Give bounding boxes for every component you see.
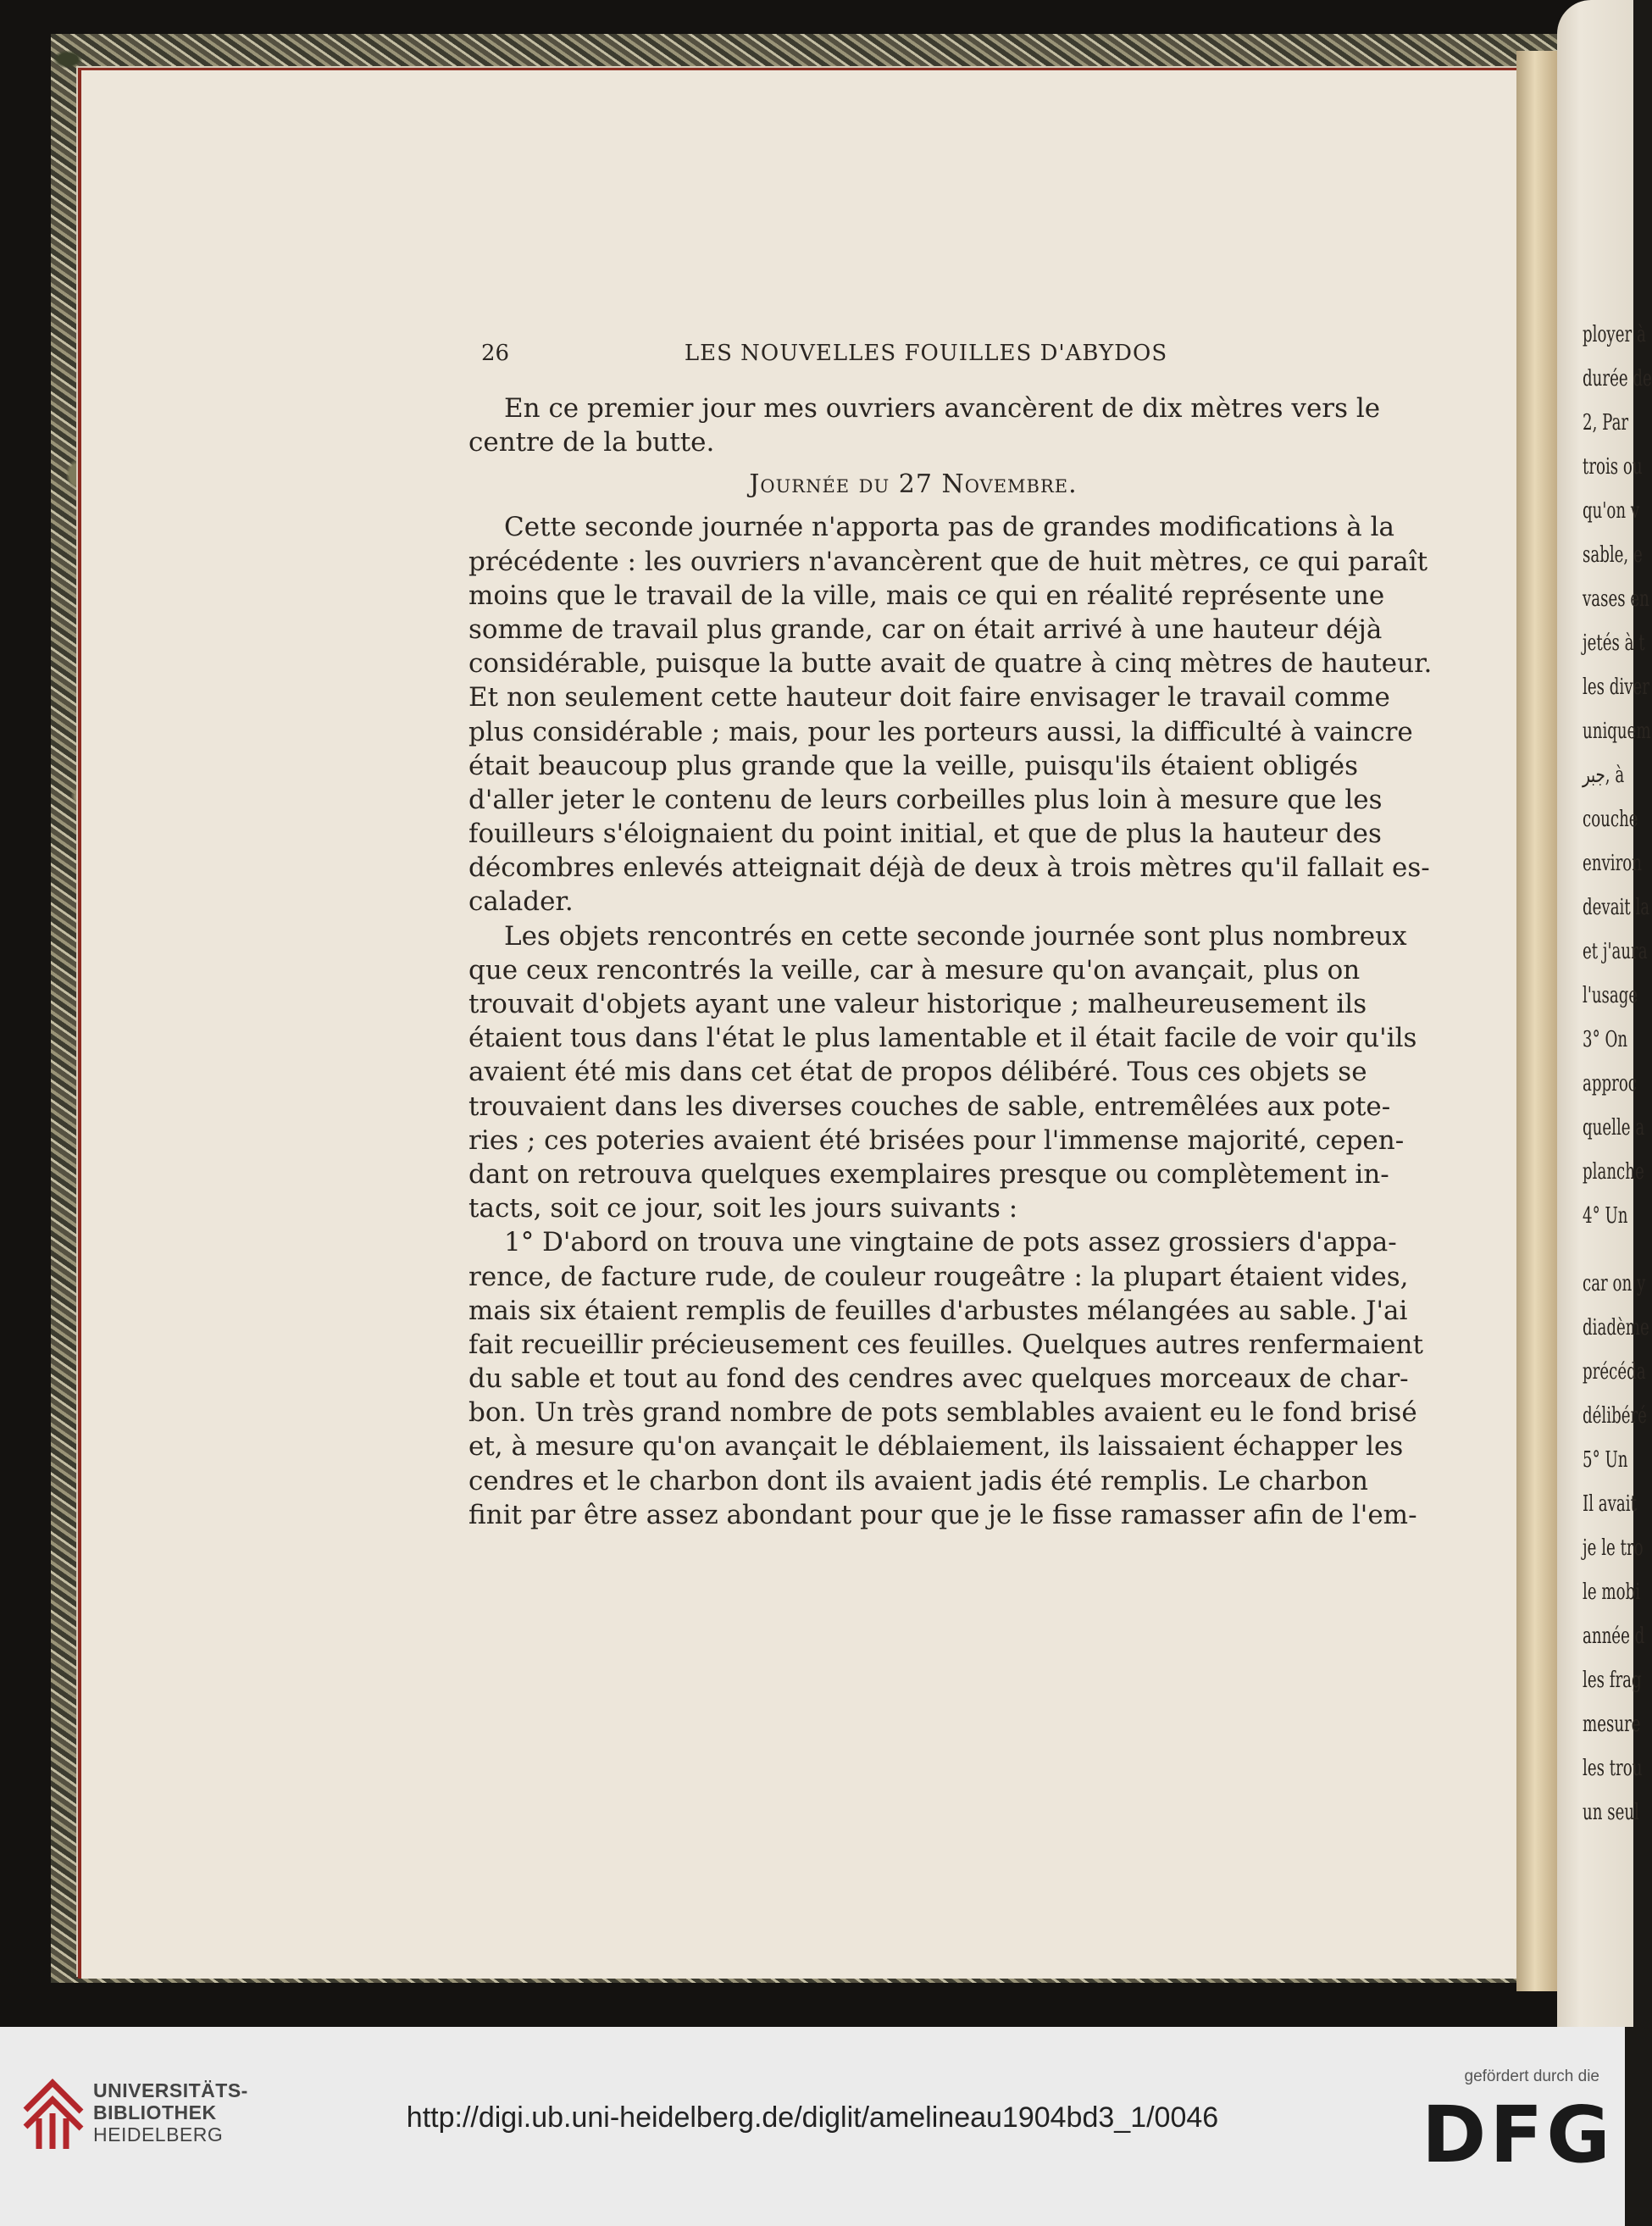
next-page-text-fragment: planche	[1583, 1159, 1644, 1185]
next-page-text-fragment: qu'on v	[1583, 498, 1640, 524]
text-line: était beaucoup plus grande que la veille, puisqu'ils étaient obligés	[468, 750, 1358, 781]
paragraph	[468, 919, 1417, 1226]
next-page-text-fragment: sable, e	[1583, 542, 1643, 568]
next-page-text-fragment: les frag	[1583, 1668, 1642, 1693]
page-number: 26	[481, 341, 510, 366]
next-page-text-fragment: جبر, à	[1583, 763, 1625, 788]
next-page-text-fragment: 3° On	[1583, 1027, 1628, 1052]
next-page-edge	[1557, 0, 1652, 2027]
text-line: décombres enlevés atteignait déjà de deux à trois mètres qu'il fallait es-	[468, 852, 1430, 884]
dfg-logo[interactable]: DFG	[1422, 2090, 1614, 2180]
text-line: cendres et le charbon dont ils avaient jadis été remplis. Le charbon	[468, 1465, 1368, 1496]
next-page-text-fragment: année d	[1583, 1624, 1645, 1649]
next-page-text-fragment: je le tro	[1583, 1535, 1644, 1561]
text-line: finit par être assez abondant pour que je le fisse ramasser afin de l'em-	[468, 1499, 1417, 1530]
text-line: précédente : les ouvriers n'avancèrent que de huit mètres, ce qui paraît	[468, 546, 1428, 577]
next-page-text-fragment: délibéré	[1583, 1403, 1647, 1429]
next-page-text-fragment: 4° Un	[1583, 1203, 1628, 1229]
next-page-text-fragment: l'usage	[1583, 983, 1638, 1008]
next-page-text-fragment: devait la	[1583, 895, 1650, 920]
next-page-text-fragment: environ	[1583, 851, 1642, 876]
page-header	[481, 341, 1371, 375]
next-page-text-fragment: couche	[1583, 807, 1638, 832]
text-line: plus considérable ; mais, pour les porteurs aussi, la difficulté à vaincre	[468, 716, 1413, 747]
text-line: fouilleurs s'éloignaient du point initial, et que de plus la hauteur des	[468, 819, 1382, 850]
next-page-text-fragment: mesure	[1583, 1712, 1641, 1737]
next-page-text-fragment: diadème	[1583, 1315, 1649, 1341]
next-page-text-fragment: un seul	[1583, 1800, 1639, 1825]
next-page-text-fragment: durée de	[1583, 366, 1652, 391]
text-line: moins que le travail de la ville, mais ce qui en réalité représente une	[468, 580, 1385, 611]
library-name: UNIVERSITÄTS- BIBLIOTHEK HEIDELBERG	[93, 2079, 248, 2146]
next-page-text-fragment: car on y	[1583, 1271, 1646, 1296]
paragraph	[468, 1225, 1423, 1532]
text-line: et, à mesure qu'on avançait le déblaiement, ils laissaient échapper les	[468, 1431, 1404, 1463]
text-line: trouvait d'objets ayant une valeur historique ; malheureusement ils	[468, 989, 1367, 1019]
next-page-text-fragment: uniquem	[1583, 719, 1651, 744]
next-page-text-fragment: 2, Par	[1583, 410, 1629, 436]
text-line: d'aller jeter le contenu de leurs corbeilles plus loin à mesure que les	[468, 784, 1383, 815]
book-spine	[1516, 51, 1557, 1991]
text-line: bon. Un très grand nombre de pots semblables avaient eu le fond brisé	[468, 1397, 1417, 1429]
text-line: somme de travail plus grande, car on était arrivé à une hauteur déjà	[468, 613, 1383, 645]
section-heading: Journée du 27 Novembre.	[749, 469, 1078, 500]
text-line: Et non seulement cette hauteur doit faire envisager le travail comme	[468, 682, 1390, 713]
text-line: mais six étaient remplis de feuilles d'arbustes mélangées au sable. J'ai	[468, 1295, 1408, 1326]
next-page-text-fragment: précéda	[1583, 1359, 1646, 1385]
footer-bar	[0, 2027, 1625, 2226]
next-page-text-fragment: Il avait	[1583, 1491, 1637, 1517]
text-line: considérable, puisque la butte avait de quatre à cinq mètres de hauteur.	[468, 648, 1433, 680]
text-line: calader.	[468, 886, 574, 918]
next-page-text-fragment: approc	[1583, 1071, 1638, 1096]
running-head: LES NOUVELLES FOUILLES D'ABYDOS	[684, 341, 1168, 366]
text-line: rence, de facture rude, de couleur rougeâtre : la plupart étaient vides,	[468, 1261, 1409, 1292]
next-page-text-fragment: et j'aura	[1583, 939, 1648, 964]
paragraph	[468, 510, 1433, 919]
text-line: fait recueillir précieusement ces feuilles. Quelques autres renfermaient	[468, 1329, 1423, 1360]
text-line: En ce premier jour mes ouvriers avancèrent de dix mètres vers le	[504, 393, 1381, 424]
text-line: trouvaient dans les diverses couches de sable, entremêlées aux pote-	[468, 1091, 1391, 1122]
next-page-text-fragment: les diver	[1583, 674, 1649, 700]
text-line: ries ; ces poteries avaient été brisées pour l'immense majorité, cepen-	[468, 1124, 1405, 1156]
text-line: que ceux rencontrés la veille, car à mesure qu'on avançait, plus on	[468, 954, 1361, 985]
text-line: centre de la butte.	[468, 427, 715, 458]
text-line: Cette seconde journée n'apporta pas de grandes modifications à la	[504, 512, 1395, 543]
next-page-text-fragment: le mobi	[1583, 1579, 1641, 1605]
text-line: du sable et tout au fond des cendres avec quelques morceaux de char-	[468, 1363, 1409, 1395]
text-line: étaient tous dans l'état le plus lamentable et il était facile de voir qu'ils	[468, 1023, 1417, 1054]
text-line: avaient été mis dans cet état de propos délibéré. Tous ces objets se	[468, 1057, 1367, 1088]
next-page-text-fragment: vases en	[1583, 586, 1649, 612]
next-page-text-fragment: ployer à	[1583, 322, 1646, 347]
next-page-text-fragment: jetés à t	[1583, 630, 1645, 656]
permalink-url[interactable]: http://digi.ub.uni-heidelberg.de/diglit/amelineau1904bd3_1/0046	[406, 2101, 1219, 2134]
body-text	[468, 391, 1433, 1532]
text-line: 1° D'abord on trouva une vingtaine de pots assez grossiers d'appa-	[504, 1227, 1397, 1258]
text-line: tacts, soit ce jour, soit les jours suivants :	[468, 1193, 1018, 1224]
funder-block	[1422, 2068, 1614, 2180]
next-page-text-fragment: trois ou	[1583, 454, 1643, 480]
next-page-text-fragment: les trou	[1583, 1756, 1643, 1781]
funded-by-label: gefördert durch die	[1464, 2068, 1599, 2085]
next-page-text-fragment: 5° Un	[1583, 1447, 1628, 1473]
text-line: Les objets rencontrés en cette seconde journée sont plus nombreux	[504, 920, 1407, 952]
next-page-text-fragment: quelle a	[1583, 1115, 1645, 1141]
text-line: dant on retrouva quelques exemplaires presque ou complètement in-	[468, 1158, 1389, 1190]
